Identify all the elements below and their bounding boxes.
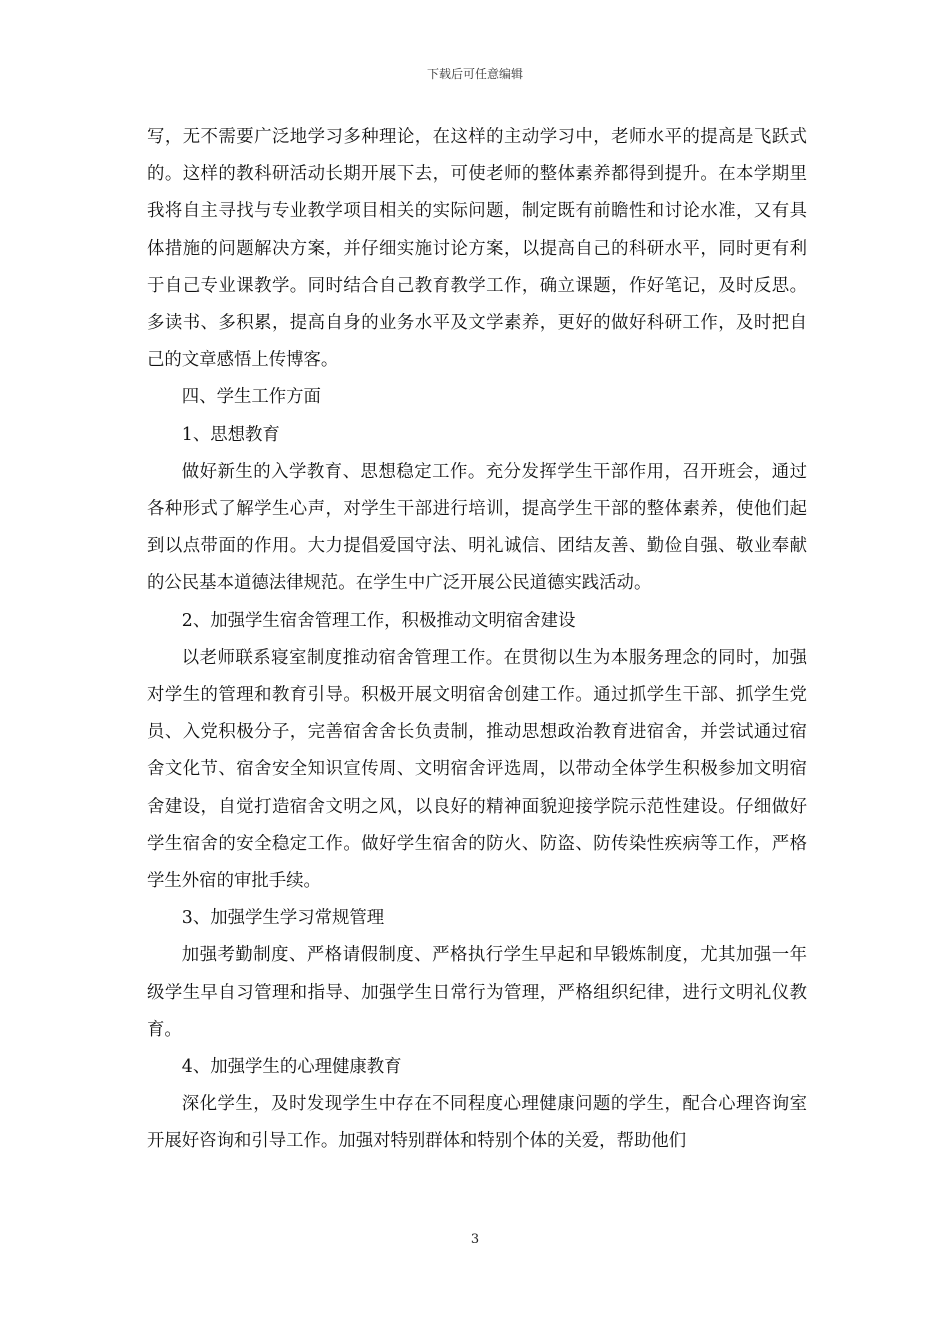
section-heading-student-work: 四、学生工作方面 [181,387,321,408]
subheading-dormitory-management: 2、加强学生宿舍管理工作，积极推动文明宿舍建设 [181,610,576,631]
subheading-mental-health: 4、加强学生的心理健康教育 [181,1057,402,1078]
paragraph-mental-health: 深化学生，及时发现学生中存在不同程度心理健康问题的学生，配合心理咨询室开展好咨询和引导工作。加强对特别群体和特别个体的关爱，帮助他们 [147,1094,807,1152]
document-body [147,119,807,1161]
paragraph-study-management: 加强考勤制度、严格请假制度、严格执行学生早起和早锻炼制度，尤其加强一年级学生早自习管理和指导、加强学生日常行为管理，严格组织纪律，进行文明礼仪教育。 [147,945,807,1040]
page-header: 下载后可任意编辑 [426,67,523,81]
subheading-ideological-education: 1、思想教育 [181,424,280,445]
page-number: 3 [470,1232,480,1247]
paragraph-dormitory-management: 以老师联系寝室制度推动宿舍管理工作。在贯彻以生为本服务理念的同时，加强对学生的管理和教育引导。积极开展文明宿舍创建工作。通过抓学生干部、抓学生党员、入党积极分子，完善宿舍舍长负责制，推动思想政治教育进宿舍，并尝试通过宿舍文化节、宿舍安全知识宣传周、文明宿舍评选周，以带动全体学生积极参加文明宿舍建设，自觉打造宿舍文明之风，以良好的精神面貌迎接学院示范性建设。仔细做好学生宿舍的安全稳定工作。做好学生宿舍的防火、防盗、防传染性疾病等工作，严格学生外宿的审批手续。 [147,647,807,892]
subheading-study-management: 3、加强学生学习常规管理 [181,908,385,929]
paragraph-ideological-education: 做好新生的入学教育、思想稳定工作。充分发挥学生干部作用，召开班会，通过各种形式了解学生心声，对学生干部进行培训，提高学生干部的整体素养，使他们起到以点带面的作用。大力提倡爱国守法、明礼诚信、团结友善、勤俭自强、敬业奉献的公民基本道德法律规范。在学生中广泛开展公民道德实践活动。 [147,461,807,594]
paragraph-continued: 写，无不需要广泛地学习多种理论，在这样的主动学习中，老师水平的提高是飞跃式的。这样的教科研活动长期开展下去，可使老师的整体素养都得到提升。在本学期里我将自主寻找与专业教学项目相关的实际问题，制定既有前瞻性和讨论水准，又有具体措施的问题解决方案，并仔细实施讨论方案，以提高自己的科研水平，同时更有利于自己专业课教学。同时结合自己教育教学工作，确立课题，作好笔记，及时反思。多读书、多积累，提高自身的业务水平及文学素养，更好的做好科研工作，及时把自己的文章感悟上传博客。 [147,127,807,371]
